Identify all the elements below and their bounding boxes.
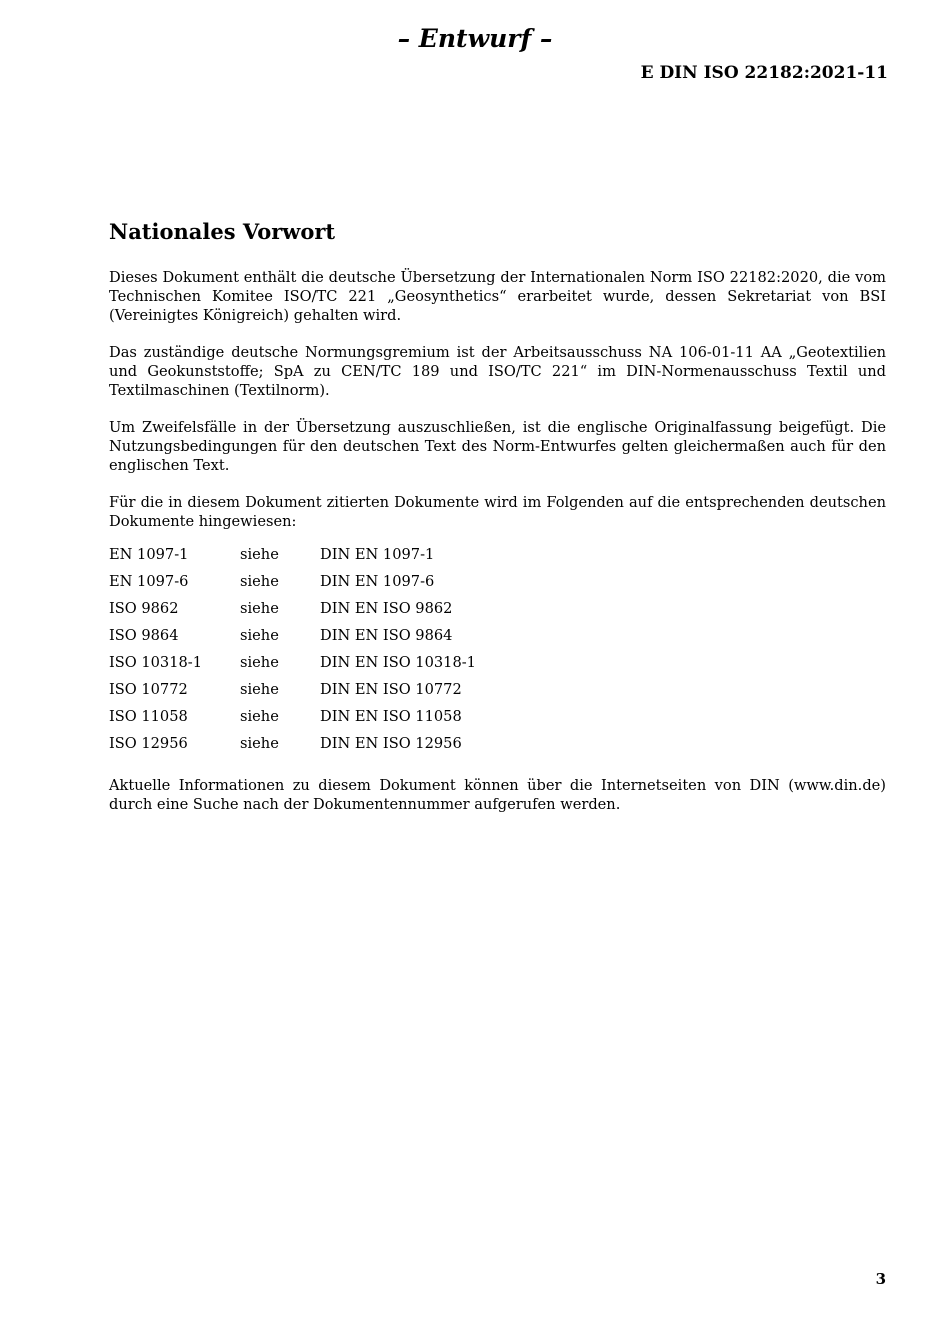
reference-table bbox=[109, 545, 476, 761]
table-row bbox=[109, 599, 476, 626]
paragraph-committee: Das zuständige deutsche Normungsgremium ist der Arbeitsausschuss NA 106-01-11 AA „Geotextilien und Geokunststoffe; SpA zu CEN/TC 189 und ISO/TC 221“ im DIN-Normenausschuss Textil und Textilmaschinen (Textilnorm). bbox=[109, 344, 886, 399]
table-row bbox=[109, 545, 476, 572]
reference-relation: siehe bbox=[240, 627, 279, 644]
reference-source: ISO 10318-1 bbox=[109, 654, 203, 671]
reference-source: EN 1097-1 bbox=[109, 546, 189, 563]
document-id: E DIN ISO 22182:2021-11 bbox=[640, 63, 888, 83]
reference-target: DIN EN 1097-6 bbox=[320, 573, 435, 590]
reference-relation: siehe bbox=[240, 654, 279, 671]
reference-target: DIN EN ISO 10772 bbox=[320, 681, 462, 698]
table-row bbox=[109, 626, 476, 653]
reference-target: DIN EN ISO 12956 bbox=[320, 735, 462, 752]
reference-relation: siehe bbox=[240, 681, 279, 698]
reference-source: ISO 9862 bbox=[109, 600, 179, 617]
reference-target: DIN EN ISO 9862 bbox=[320, 600, 453, 617]
section-title: Nationales Vorwort bbox=[109, 219, 336, 244]
reference-target: DIN EN ISO 10318-1 bbox=[320, 654, 476, 671]
reference-relation: siehe bbox=[240, 708, 279, 725]
reference-source: ISO 11058 bbox=[109, 708, 188, 725]
table-row bbox=[109, 680, 476, 707]
table-row bbox=[109, 734, 476, 761]
draft-watermark-heading: – Entwurf – bbox=[397, 24, 553, 53]
reference-source: ISO 10772 bbox=[109, 681, 188, 698]
reference-relation: siehe bbox=[240, 735, 279, 752]
reference-source: ISO 12956 bbox=[109, 735, 188, 752]
reference-target: DIN EN ISO 9864 bbox=[320, 627, 453, 644]
reference-relation: siehe bbox=[240, 573, 279, 590]
reference-target: DIN EN 1097-1 bbox=[320, 546, 435, 563]
paragraph-translation-notice: Dieses Dokument enthält die deutsche Übersetzung der Internationalen Norm ISO 22182:2020, die vom Technischen Komitee ISO/TC 221 „Geosynthetics“ erarbeitet wurde, dessen Sekretariat von BSI (Vereinigtes Königreich) gehalten wird. bbox=[109, 269, 886, 324]
paragraph-references-intro: Für die in diesem Dokument zitierten Dokumente wird im Folgenden auf die entsprechenden deutschen Dokumente hingewiesen: bbox=[109, 494, 886, 530]
table-row bbox=[109, 707, 476, 734]
page-number: 3 bbox=[875, 1270, 886, 1288]
table-row bbox=[109, 572, 476, 599]
reference-relation: siehe bbox=[240, 546, 279, 563]
paragraph-original-version: Um Zweifelsfälle in der Übersetzung auszuschließen, ist die englische Originalfassung beigefügt. Die Nutzungsbedingungen für den deutschen Text des Norm-Entwurfes gelten gleichermaßen auch für den englischen Text. bbox=[109, 419, 886, 474]
paragraph-current-information: Aktuelle Informationen zu diesem Dokument können über die Internetseiten von DIN (www.din.de) durch eine Suche nach der Dokumentennummer aufgerufen werden. bbox=[109, 777, 886, 813]
main-content bbox=[109, 218, 886, 832]
reference-source: EN 1097-6 bbox=[109, 573, 189, 590]
reference-target: DIN EN ISO 11058 bbox=[320, 708, 462, 725]
reference-relation: siehe bbox=[240, 600, 279, 617]
table-row bbox=[109, 653, 476, 680]
reference-source: ISO 9864 bbox=[109, 627, 179, 644]
